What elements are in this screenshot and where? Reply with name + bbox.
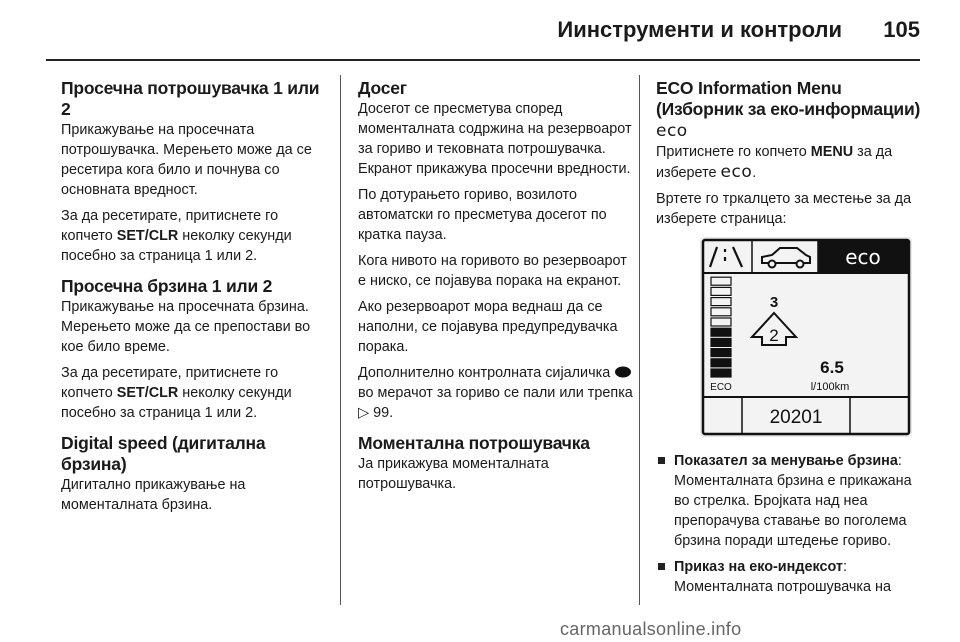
consumption-value: 6.5 [820,358,844,377]
page-header [0,0,960,60]
page-ref-arrow-icon: ▷ [358,405,370,421]
header-rule [46,59,920,61]
paragraph: Ја прикажува моменталната потрошувачка. [358,456,549,492]
eco-symbol: eco [656,121,688,141]
footer-watermark: carmanualsonline.info [560,619,742,639]
paragraph: Прикажување на просечната потрошувачка. Мерењето може да се ресетира кога било и почнува со основната вредност. [61,122,312,198]
eco-symbol: eco [720,162,753,182]
column-2 [358,78,634,500]
eco-bar-segment [711,318,731,326]
current-gear: 2 [769,326,779,345]
page-number: 105 [883,17,920,42]
consumption-unit: l/100km [810,381,850,393]
key-label: MENU [810,144,854,160]
bullet-item-eco-index: Приказ на еко-индексот: Моменталната потрошувачка на [656,557,926,597]
column-3 [656,78,926,603]
eco-bar-segment [711,338,731,346]
eco-bar-segment [711,349,731,357]
paragraph: Ако резервоарот мора веднаш да се наполни, се појавува предупредувачка порака. [358,299,618,355]
section-title-eco-menu: ECO Information Menu (Изборник за еко-информации) eco [656,78,921,141]
odometer-value: 20201 [769,407,823,428]
chapter-title: Иинструменти и контроли [557,17,842,42]
paragraph: Досегот се пресметува според моменталната содржина на резервоарот за гориво и тековната потрошувачка. Екранот прикажува просечни вредности. [358,101,632,177]
eco-tab-label: eco [845,245,881,269]
section-title-digital-speed: Digital speed (дигитална брзина) [61,433,266,474]
eco-bar-segment [711,359,731,367]
column-divider-2 [639,75,640,605]
section-title-avg-consumption: Просечна потрошувачка 1 или 2 [61,78,320,119]
paragraph: Притиснете го копчето MENU за да изберете eco. [656,144,893,182]
eco-bar-segment [711,308,731,316]
column-divider-1 [340,75,341,605]
eco-display-svg [700,237,912,437]
paragraph: Вртете го тркалцето за местење за да изберете страница: [656,191,912,227]
eco-scale-label: ECO [710,382,732,393]
paragraph: За да ресетирате, притиснете го копчето SET/CLR неколку секунди посебно за страница 1 или 2. [61,365,292,421]
fuel-warning-lamp-icon [614,366,632,378]
eco-bar-segment [711,287,731,295]
page-ref[interactable]: 99 [373,405,390,421]
column-1 [61,78,331,521]
paragraph: За да ресетирате, притиснете го копчето SET/CLR неколку секунди посебно за страница 1 или 2. [61,208,292,264]
key-label: SET/CLR [116,228,179,244]
eco-display-figure [700,237,912,437]
paragraph: Дигитално прикажување на моменталната брзина. [61,477,246,513]
bullet-item-gear-indicator: Показател за менување брзина: Моменталната брзина е прикажана во стрелка. Бројката над неа препорачува ставање во поголема брзина поради штедење гориво. [656,451,926,551]
section-title-range: Досег [358,78,407,98]
eco-bar-segment [711,328,731,336]
paragraph: По дотурањето гориво, возилото автоматски го пресметува досегот по кратка пауза. [358,187,607,243]
section-title-instant-consumption: Моментална потрошувачка [358,433,590,453]
eco-bar-segment [711,277,731,285]
eco-bar-segment [711,369,731,377]
paragraph: Кога нивото на горивото во резервоарот е ниско, се појавува порака на екранот. [358,253,627,289]
key-label: SET/CLR [116,385,179,401]
eco-bar-segment [711,298,731,306]
paragraph: Дополнително контролната сијаличка во мерачот за гориво се пали или трепка ▷ 99. [358,365,633,421]
recommended-gear: 3 [769,294,779,311]
section-title-avg-speed: Просечна брзина 1 или 2 [61,276,273,296]
paragraph: Прикажување на просечната брзина. Мерењето може да се препостави во кое било време. [61,299,311,355]
